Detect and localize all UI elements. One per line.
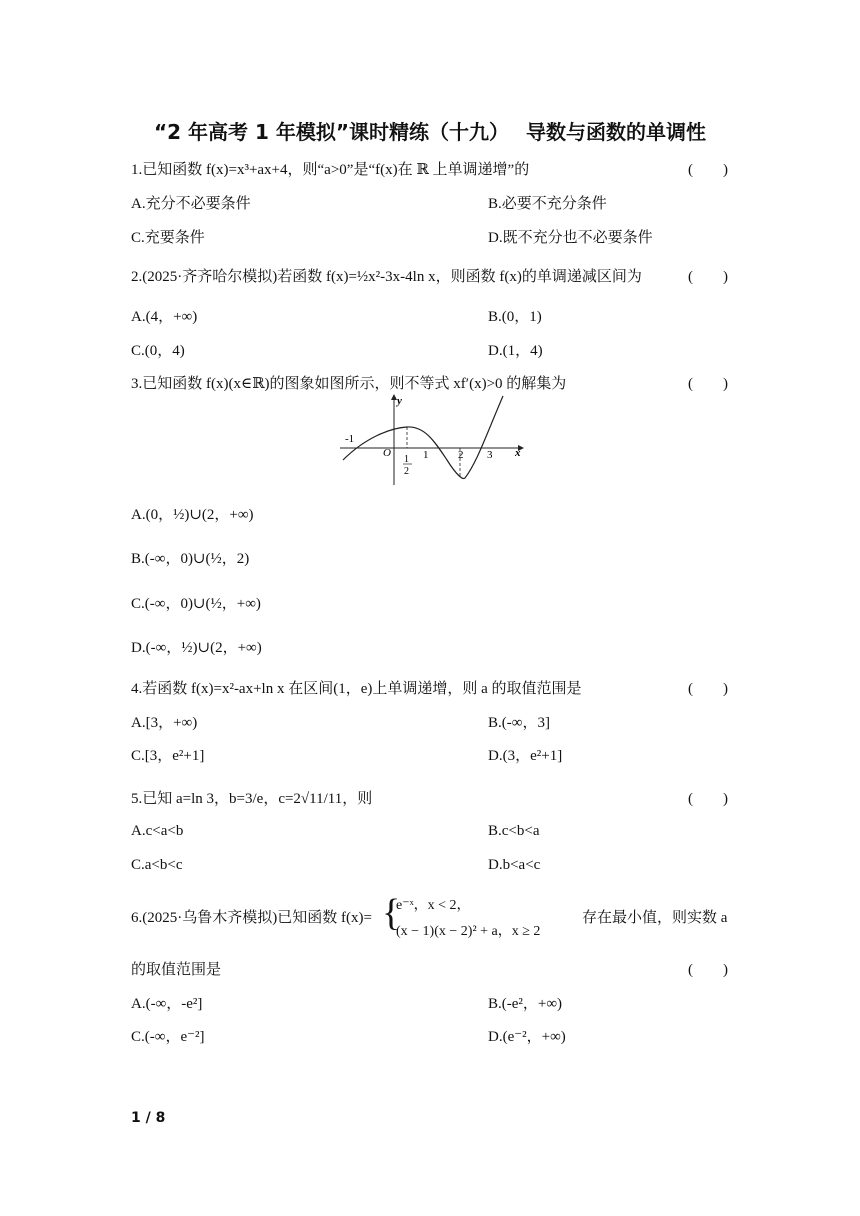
- function-curve: [343, 396, 503, 478]
- piecewise-brace: {: [382, 892, 401, 934]
- answer-paren-1: ( ): [688, 162, 728, 178]
- x-axis-label: x: [515, 447, 521, 459]
- question-4-stem: 4.若函数 f(x)=x²-ax+ln x 在区间(1，e)上单调递增，则 a 的取值范围是: [131, 681, 582, 697]
- question-3-stem: 3.已知函数 f(x)(x∈ℝ)的图象如图所示，则不等式 xf′(x)>0 的解集为: [131, 376, 567, 392]
- y-axis-label: y: [397, 395, 402, 407]
- q2-option-c: C.(0，4): [131, 343, 185, 359]
- q5-option-a: A.c<a<b: [131, 823, 184, 839]
- q4-option-c: C.[3，e²+1]: [131, 748, 205, 764]
- svg-text:1: 1: [404, 454, 409, 465]
- question-6-stem-prefix: 6.(2025·乌鲁木齐模拟)已知函数 f(x)=: [131, 910, 372, 926]
- origin-label: O: [383, 447, 391, 459]
- page-title: “2 年高考 1 年模拟”课时精练（十九） 导数与函数的单调性: [154, 120, 706, 144]
- function-graph: [335, 390, 535, 488]
- q5-option-c: C.a<b<c: [131, 857, 183, 873]
- page-number: 1 / 8: [131, 1110, 166, 1126]
- q6-option-d: D.(e⁻²，+∞): [488, 1029, 566, 1045]
- q6-option-c: C.(-∞，e⁻²]: [131, 1029, 205, 1045]
- q1-option-a: A.充分不必要条件: [131, 196, 251, 212]
- q2-option-b: B.(0，1): [488, 309, 542, 325]
- q4-option-b: B.(-∞，3]: [488, 715, 550, 731]
- q4-option-a: A.[3，+∞): [131, 715, 198, 731]
- question-1-stem: 1.已知函数 f(x)=x³+ax+4，则“a>0”是“f(x)在 ℝ 上单调递增”的: [131, 162, 530, 178]
- answer-paren-6: ( ): [688, 962, 728, 978]
- piecewise-case-1: e⁻ˣ，x < 2，: [396, 898, 471, 913]
- q6-option-b: B.(-e²，+∞): [488, 996, 563, 1012]
- q3-option-c: C.(-∞，0)∪(½，+∞): [131, 596, 261, 612]
- answer-paren-4: ( ): [688, 681, 728, 697]
- q1-option-b: B.必要不充分条件: [488, 196, 607, 212]
- piecewise-case-2: (x − 1)(x − 2)² + a，x ≥ 2: [396, 924, 541, 939]
- q2-option-a: A.(4，+∞): [131, 309, 198, 325]
- q3-option-d: D.(-∞，½)∪(2，+∞): [131, 640, 262, 656]
- question-6-stem-suffix: 存在最小值，则实数 a: [582, 910, 728, 926]
- q2-option-d: D.(1，4): [488, 343, 543, 359]
- tick-label-neg1: -1: [345, 433, 355, 445]
- q3-option-b: B.(-∞，0)∪(½，2): [131, 551, 250, 567]
- q3-option-a: A.(0，½)∪(2，+∞): [131, 507, 254, 523]
- q1-option-c: C.充要条件: [131, 230, 205, 246]
- tick-label-3: 3: [487, 449, 493, 461]
- q1-option-d: D.既不充分也不必要条件: [488, 230, 653, 246]
- q5-option-d: D.b<a<c: [488, 857, 541, 873]
- answer-paren-2: ( ): [688, 269, 728, 285]
- tick-label-half: [403, 454, 412, 477]
- question-5-stem: 5.已知 a=ln 3，b=3/e，c=2√11/11，则: [131, 791, 373, 807]
- question-2-stem: 2.(2025·齐齐哈尔模拟)若函数 f(x)=½x²-3x-4ln x，则函数 f(x)的单调递减区间为: [131, 269, 642, 285]
- tick-label-1: 1: [423, 449, 429, 461]
- answer-paren-3: ( ): [688, 376, 728, 392]
- q5-option-b: B.c<b<a: [488, 823, 540, 839]
- tick-label-2: 2: [458, 449, 464, 461]
- answer-paren-5: ( ): [688, 791, 728, 807]
- question-6-stem-continued: 的取值范围是: [131, 962, 222, 978]
- q6-option-a: A.(-∞，-e²]: [131, 996, 203, 1012]
- svg-text:2: 2: [404, 466, 409, 477]
- q4-option-d: D.(3，e²+1]: [488, 748, 563, 764]
